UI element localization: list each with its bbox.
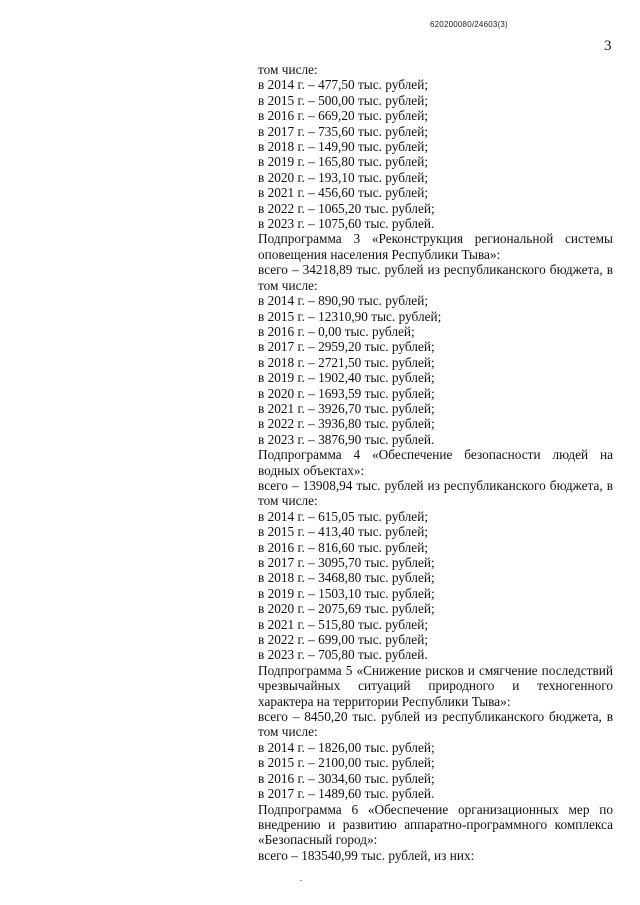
text-line: в 2020 г. – 193,10 тыс. рублей; <box>258 169 429 185</box>
text-line: в 2019 г. – 1503,10 тыс. рублей; <box>258 585 435 601</box>
text-line: в 2016 г. – 669,20 тыс. рублей; <box>258 108 429 124</box>
text-line: в 2018 г. – 149,90 тыс. рублей; <box>258 139 429 155</box>
text-line: в 2020 г. – 2075,69 тыс. рублей; <box>258 601 435 617</box>
text-line: в 2016 г. – 816,60 тыс. рублей; <box>258 539 429 555</box>
text-line: в 2015 г. – 12310,90 тыс. рублей; <box>258 308 442 324</box>
text-line: в 2014 г. – 477,50 тыс. рублей; <box>258 77 429 93</box>
text-line: в 2018 г. – 3468,80 тыс. рублей; <box>258 570 435 586</box>
page-number: 3 <box>604 38 612 54</box>
text-line: том числе: <box>258 62 318 77</box>
text-line: в 2018 г. – 2721,50 тыс. рублей; <box>258 354 435 370</box>
text-line: в 2014 г. – 890,90 тыс. рублей; <box>258 293 429 309</box>
text-line: в 2014 г. – 1826,00 тыс. рублей; <box>258 739 435 755</box>
text-line: в 2021 г. – 515,80 тыс. рублей; <box>258 616 429 632</box>
scan-mark <box>300 880 302 881</box>
text-line: в 2017 г. – 1489,60 тыс. рублей. <box>258 786 435 802</box>
paragraph: Подпрограмма 3 «Реконструкция региональной системы оповещения населения Республики Тыва»: <box>258 231 613 262</box>
text-line: в 2015 г. – 413,40 тыс. рублей; <box>258 524 429 540</box>
text-line: в 2016 г. – 3034,60 тыс. рублей; <box>258 770 435 786</box>
text-line: в 2023 г. – 1075,60 тыс. рублей. <box>258 216 435 232</box>
text-line: в 2021 г. – 456,60 тыс. рублей; <box>258 185 429 201</box>
paragraph: Подпрограмма 6 «Обеспечение организационных мер по внедрению и развитию аппаратно-программного комплекса «Безопасный город»: <box>258 801 613 848</box>
paragraph: Подпрограмма 5 «Снижение рисков и смягчение последствий чрезвычайных ситуаций природного и техногенного характера на территории Республики Тыва»: <box>258 662 613 709</box>
text-line: в 2015 г. – 500,00 тыс. рублей; <box>258 92 429 108</box>
paragraph: Подпрограмма 4 «Обеспечение безопасности людей на водных объектах»: <box>258 447 613 478</box>
text-line: в 2017 г. – 2959,20 тыс. рублей; <box>258 339 435 355</box>
text-line: в 2020 г. – 1693,59 тыс. рублей; <box>258 385 435 401</box>
text-line: в 2022 г. – 1065,20 тыс. рублей; <box>258 200 435 216</box>
paragraph: всего – 8450,20 тыс. рублей из республиканского бюджета, в том числе: <box>258 709 613 740</box>
paragraph: всего – 13908,94 тыс. рублей из республиканского бюджета, в том числе: <box>258 477 613 509</box>
document-code: 620200080/24603(3) <box>430 20 508 29</box>
text-line: в 2023 г. – 705,80 тыс. рублей. <box>258 647 428 663</box>
text-line: в 2014 г. – 615,05 тыс. рублей; <box>258 508 429 524</box>
text-line: в 2022 г. – 699,00 тыс. рублей; <box>258 632 429 648</box>
text-line: в 2019 г. – 1902,40 тыс. рублей; <box>258 370 435 386</box>
text-line: в 2023 г. – 3876,90 тыс. рублей. <box>258 431 435 447</box>
paragraph: всего – 34218,89 тыс. рублей из республиканского бюджета, в том числе: <box>258 262 613 293</box>
text-line: всего – 183540,99 тыс. рублей, из них: <box>258 847 475 863</box>
document-body <box>258 62 613 863</box>
text-line: в 2019 г. – 165,80 тыс. рублей; <box>258 154 429 170</box>
text-line: в 2015 г. – 2100,00 тыс. рублей; <box>258 755 435 771</box>
text-line: в 2017 г. – 735,60 тыс. рублей; <box>258 123 429 139</box>
text-line: в 2016 г. – 0,00 тыс. рублей; <box>258 323 415 339</box>
text-line: в 2022 г. – 3936,80 тыс. рублей; <box>258 416 435 432</box>
text-line: в 2021 г. – 3926,70 тыс. рублей; <box>258 400 435 416</box>
text-line: в 2017 г. – 3095,70 тыс. рублей; <box>258 555 435 570</box>
